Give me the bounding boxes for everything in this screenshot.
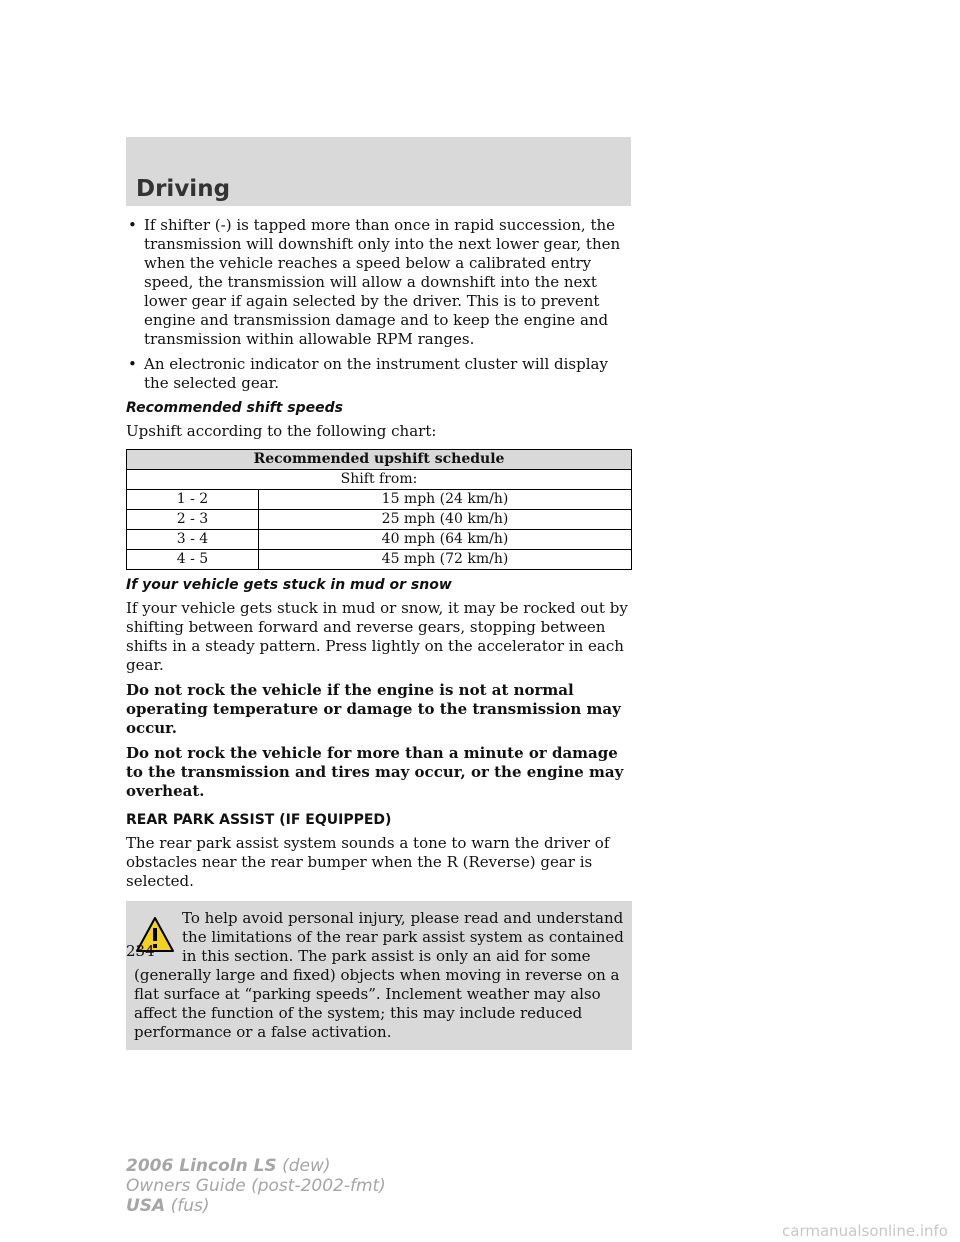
stuck-heading: If your vehicle gets stuck in mud or snow bbox=[126, 577, 452, 593]
footer-region-code: (fus) bbox=[170, 1196, 210, 1216]
bullet-text: If shifter (-) is tapped more than once in rapid succession, the transmission will downshift only into the next lower gear, then when the vehicle reaches a speed below a calibrated entry speed, the transmission will allow a downshift into the next lower gear if again selected by the driver. This is to prevent engine and transmission damage and to keep the engine and transmission within allowable RPM ranges. bbox=[144, 216, 621, 348]
gear-cell: 3 - 4 bbox=[127, 530, 259, 550]
park-assist-warning-text: To help avoid personal injury, please read and understand the limitations of the rear park assist system as contained in this section. The park assist is only an aid for some (generally large and fixed) objects when moving in reverse on a flat surface at “parking speeds”. Inclement weather may also affect the function of the system; this may include reduced performance or a false activation. bbox=[134, 909, 624, 1041]
table-row bbox=[127, 510, 632, 530]
bullet-text: An electronic indicator on the instrument cluster will display the selected gear. bbox=[144, 355, 608, 392]
footer-model: 2006 Lincoln LS bbox=[126, 1156, 277, 1176]
stuck-warning-temperature: Do not rock the vehicle if the engine is not at normal operating temperature or damage to the transmission may occur. bbox=[126, 681, 621, 737]
table-row bbox=[127, 530, 632, 550]
speed-cell: 40 mph (64 km/h) bbox=[259, 530, 632, 550]
page-number: 234 bbox=[126, 942, 155, 960]
park-assist-body: The rear park assist system sounds a tone to warn the driver of obstacles near the rear bumper when the R (Reverse) gear is selected. bbox=[126, 834, 610, 890]
footer-model-code: (dew) bbox=[282, 1156, 331, 1176]
bullet-symbol: • bbox=[128, 355, 137, 373]
stuck-warning-duration: Do not rock the vehicle for more than a minute or damage to the transmission and tires may occur, or the engine may overheat. bbox=[126, 744, 624, 800]
speed-cell: 15 mph (24 km/h) bbox=[259, 490, 632, 510]
speed-cell: 45 mph (72 km/h) bbox=[259, 550, 632, 570]
bullet-item bbox=[126, 216, 632, 349]
park-assist-warning-box bbox=[126, 901, 632, 1050]
table-subheader: Shift from: bbox=[127, 470, 632, 490]
table-title: Recommended upshift schedule bbox=[127, 450, 632, 470]
shift-speeds-heading: Recommended shift speeds bbox=[126, 400, 343, 416]
page-content bbox=[126, 216, 632, 1050]
gear-cell: 2 - 3 bbox=[127, 510, 259, 530]
bullet-symbol: • bbox=[128, 216, 137, 234]
shift-speeds-intro: Upshift according to the following chart: bbox=[126, 422, 437, 440]
footer-guide: Owners Guide (post-2002-fmt) bbox=[126, 1176, 386, 1196]
bullet-item bbox=[126, 355, 632, 393]
section-title: Driving bbox=[136, 176, 231, 202]
park-assist-heading: REAR PARK ASSIST (IF EQUIPPED) bbox=[126, 812, 392, 828]
watermark: carmanualsonline.info bbox=[782, 1222, 948, 1240]
section-header-band bbox=[126, 137, 631, 206]
table-row bbox=[127, 490, 632, 510]
table-row bbox=[127, 550, 632, 570]
stuck-body: If your vehicle gets stuck in mud or snow, it may be rocked out by shifting between forward and reverse gears, stopping between shifts in a steady pattern. Press lightly on the accelerator in each gear. bbox=[126, 599, 628, 674]
footer-region: USA bbox=[126, 1196, 166, 1216]
speed-cell: 25 mph (40 km/h) bbox=[259, 510, 632, 530]
gear-cell: 1 - 2 bbox=[127, 490, 259, 510]
upshift-table bbox=[126, 449, 632, 570]
gear-cell: 4 - 5 bbox=[127, 550, 259, 570]
document-footer bbox=[126, 1156, 386, 1216]
